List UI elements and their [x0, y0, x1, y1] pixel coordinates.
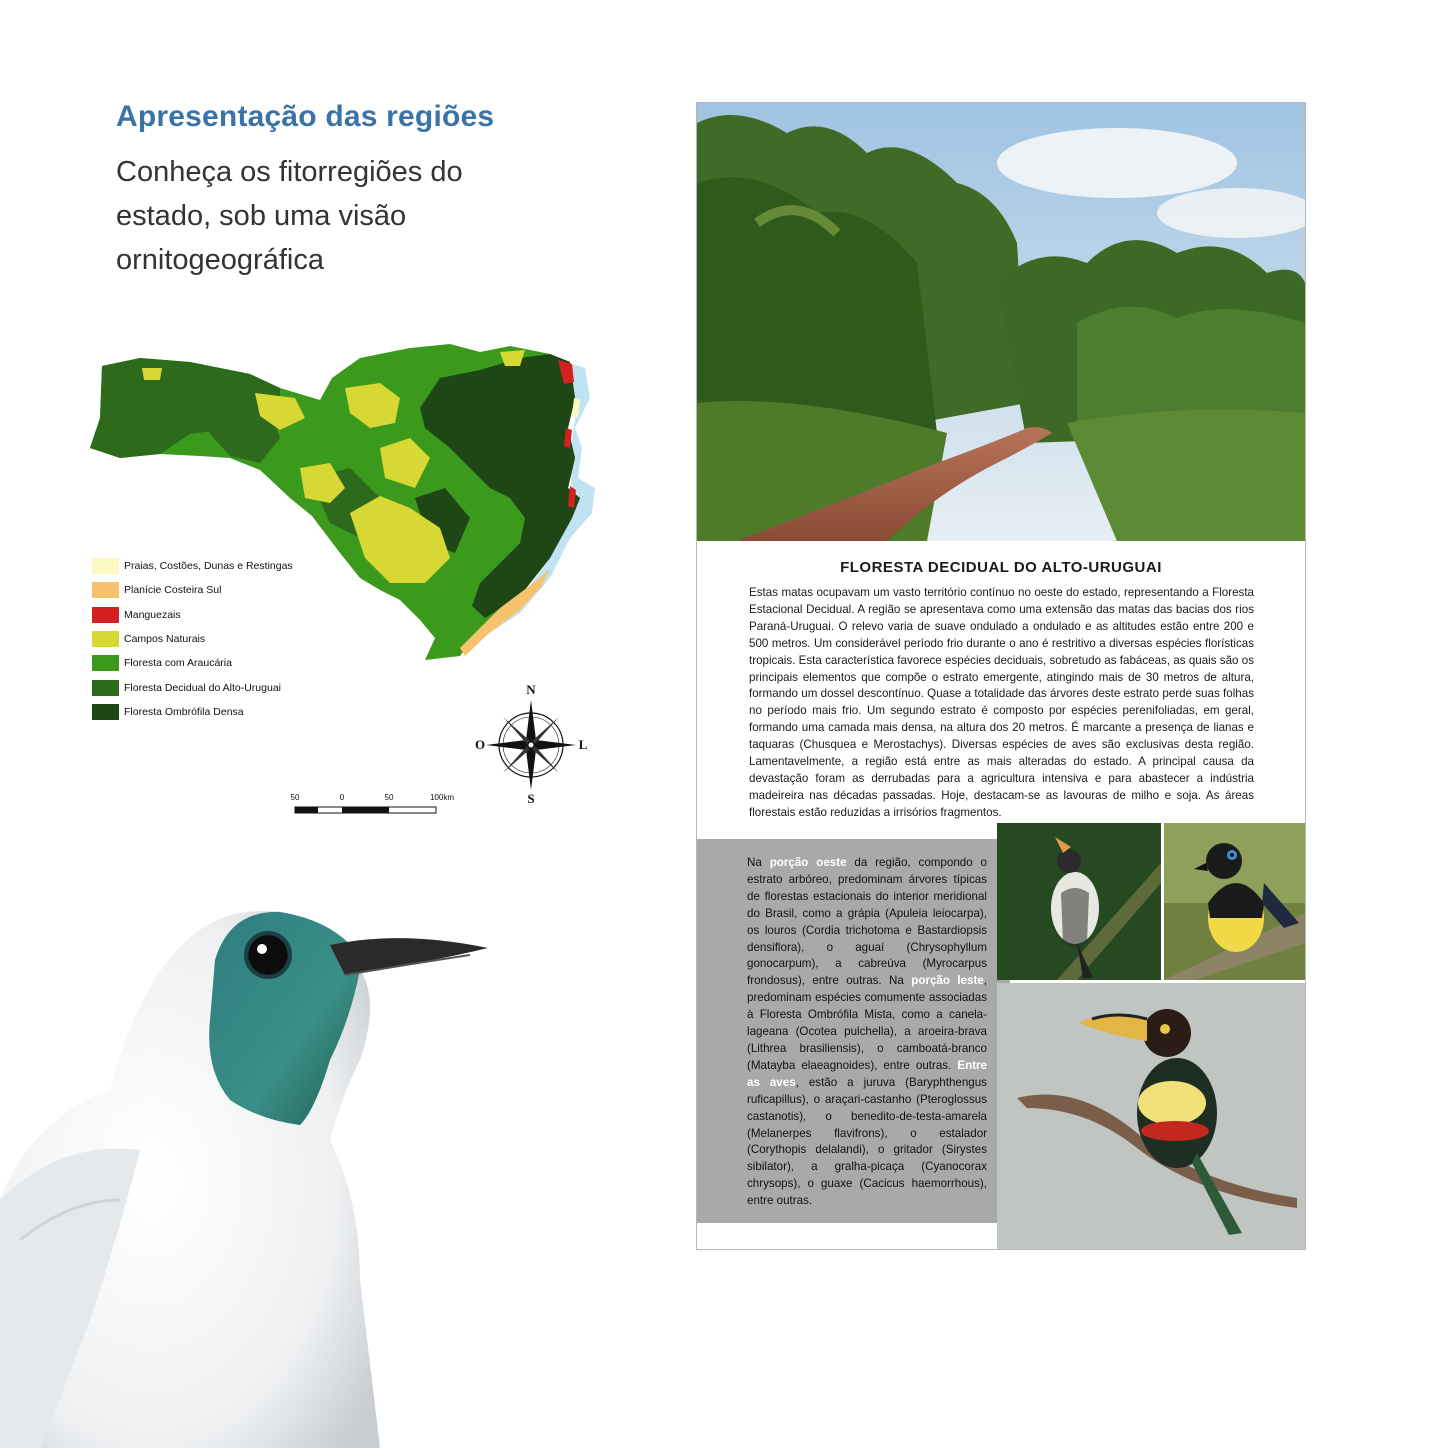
region-info-panel [696, 102, 1306, 1250]
compass-south-label: S [527, 791, 535, 806]
compass-west-label: O [474, 737, 486, 752]
legend-item [92, 700, 293, 724]
text-fragment: , estão a juruva (Baryphthengus ruficapillus), o araçari-castanho (Pteroglossus castanotis), o benedito-de-testa-amarela (Melanerpes flavifrons), o estalador (Corythopis delalandi), o gritador (Sirystes sibilator), a gralha-picaça (Cyanocorax chrysops), o guaxe (Cacicus haemorrhous), entre outras. [747, 1075, 987, 1208]
scale-label: 50 [384, 793, 394, 802]
compass-rose-icon [470, 684, 592, 806]
legend-item [92, 554, 293, 578]
legend-label: Planície Costeira Sul [124, 584, 222, 597]
legend-item [92, 578, 293, 602]
legend-label: Campos Naturais [124, 633, 206, 646]
region-title: FLORESTA DECIDUAL DO ALTO-URUGUAI [840, 559, 1162, 576]
compass-north-label: N [526, 684, 536, 697]
section-title: Apresentação das regiões [116, 100, 495, 133]
text-fragment: da região, compondo o estrato arbóreo, predominam árvores típicas de florestas estacionais do interior meridional do Brasil, como a grápia (Apuleia leiocarpa), os louros (Cordia trichotoma e Bastardiopsis densiflora), o aguaí (Chrysophyllum gonocarpum), a cabreúva (Myrocarpus frondosus), entre outras. Na [747, 856, 987, 988]
highlight-east: porção leste [911, 974, 984, 988]
legend-item [92, 603, 293, 627]
scale-label: 100km [429, 793, 455, 802]
legend-swatch [92, 704, 119, 720]
region-description: Estas matas ocupavam um vasto território contínuo no oeste do estado, representando a Floresta Estacional Decidual. A região se apresentava como uma extensão das matas das bacias dos rios Paraná-Uruguai. O relevo varia de suave ondulado a ondulado e as altitudes estão entre 200 e 500 metros. Um considerável período frio durante o ano é restritivo a diversas espécies florísticas tropicais. Esta característica favorece espécies deciduais, sobretudo as fabáceas, as quais são os principais elementos que compõe o estrato emergente, atingindo mais de 30 metros de altura, formando um dossel descontínuo. Quase a totalidade das árvores deste estrato perde suas folhas no período mais frio. Um segundo estrato é composto por espécies perenifoliadas, em geral, formando uma camada mais densa, na altura dos 20 metros. É marcante a presença de lianas e taquaras (Chusquea e Merostachys). Diversas espécies de aves são exclusivas desta região. Lamentavelmente, a região está entre as mais alteradas do estado. A principal causa da devastação foram as derrubadas para a agricultura intensiva e para abastecer a indústria madeireira nas décadas passadas. Hoje, destacam-se as lavouras de milho e soja. As áreas florestais estão reduzidas a irrisórios fragmentos. [749, 586, 1254, 819]
legend-label: Praias, Costões, Dunas e Restingas [124, 560, 293, 573]
bird-photo-gralha-picaca [1164, 823, 1305, 980]
legend-swatch [92, 631, 119, 647]
bird-photo-sirystes [997, 823, 1161, 980]
map-legend [92, 554, 293, 724]
scale-label: 50 [290, 793, 300, 802]
text-fragment: Na [747, 856, 770, 869]
bird-photo-aracari [997, 983, 1305, 1249]
compass-east-label: L [578, 737, 588, 752]
legend-item [92, 627, 293, 651]
legend-label: Floresta Decidual do Alto-Uruguai [124, 681, 281, 694]
legend-label: Floresta Ombrófila Densa [124, 705, 244, 718]
bird-photo [0, 900, 500, 1448]
highlight-west: porção oeste [769, 856, 847, 869]
legend-item [92, 651, 293, 675]
scale-label: 0 [339, 793, 345, 802]
legend-swatch [92, 655, 119, 671]
section-subtitle: Conheça os fitorregiões do estado, sob uma visão ornitogeográfica [116, 156, 463, 276]
legend-item [92, 675, 293, 699]
species-description [747, 855, 987, 1210]
legend-swatch [92, 558, 119, 574]
legend-swatch [92, 607, 119, 623]
highlight-birds: Entre as aves [747, 1058, 987, 1089]
legend-label: Floresta com Araucária [124, 657, 232, 670]
legend-swatch [92, 582, 119, 598]
text-fragment: , predominam espécies comumente associadas à Floresta Ombrófila Mista, como a canela-lageana (Ocotea pulchella), a aroeira-brava (Lithrea brasiliensis), o camboatá-branco (Matayba elaeagnoides), entre outras. [747, 974, 987, 1072]
scale-bar [284, 790, 464, 820]
forest-road-photo [697, 103, 1305, 541]
legend-swatch [92, 680, 119, 696]
legend-label: Manguezais [124, 608, 181, 621]
